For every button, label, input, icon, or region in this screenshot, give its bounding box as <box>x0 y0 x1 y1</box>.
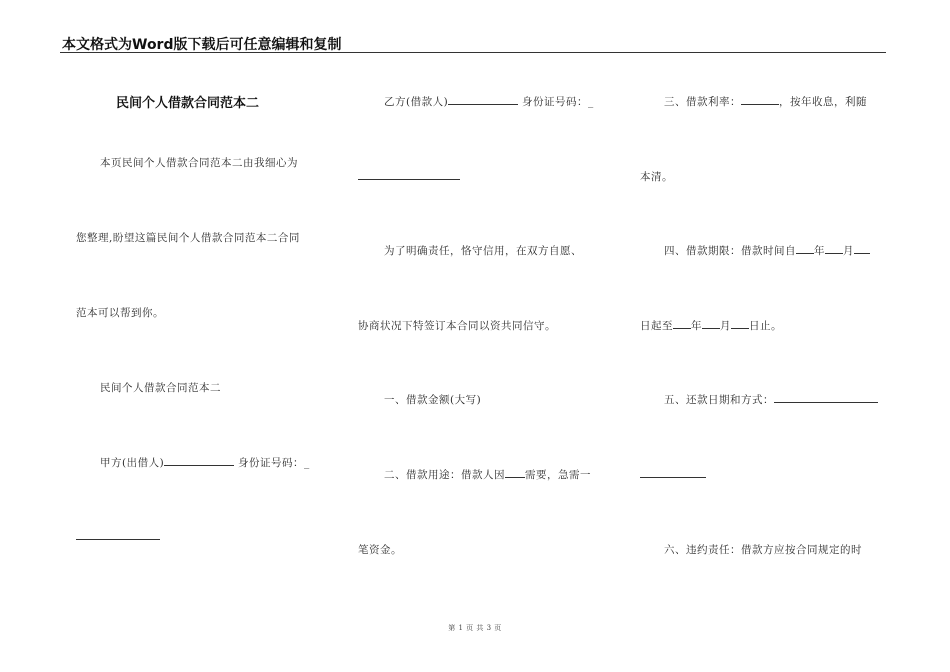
end-year-label: 年 <box>691 320 702 332</box>
party-a-id-blank <box>76 539 160 540</box>
intro-line-1: 本页民间个人借款合同范本二由我细心为 <box>100 157 298 169</box>
preamble-line-1: 为了明确责任，恪守信用，在双方自愿、 <box>384 245 582 257</box>
clause-interest-rate <box>664 94 867 109</box>
end-day-label: 日止。 <box>749 320 782 332</box>
start-month-blank <box>825 243 843 254</box>
end-year-blank <box>673 318 691 329</box>
party-b-id-label: 身份证号码：_ <box>522 96 594 108</box>
end-day-blank <box>731 318 749 329</box>
interest-rate-blank <box>741 94 779 105</box>
party-b-label: 乙方(借款人) <box>384 96 449 108</box>
clause-loan-purpose <box>384 467 591 482</box>
document-title: 民间个人借款合同范本二 <box>116 96 260 111</box>
start-year-blank <box>796 243 814 254</box>
contract-subtitle: 民间个人借款合同范本二 <box>100 382 221 394</box>
clause-breach-liability: 六、违约责任：借款方应按合同规定的时 <box>664 544 862 556</box>
party-a-id-label: 身份证号码：_ <box>238 457 310 469</box>
clause-loan-purpose-prefix: 二、借款用途：借款人因 <box>384 469 505 481</box>
party-a-line <box>100 455 310 470</box>
start-day-blank <box>854 243 870 254</box>
clause-term-prefix: 四、借款期限：借款时间自 <box>664 245 796 257</box>
year-label: 年 <box>814 245 825 257</box>
document-header-title: 本文格式为Word版下载后可任意编辑和复制 <box>62 37 342 53</box>
month-label: 月 <box>843 245 854 257</box>
party-a-label: 甲方(出借人) <box>100 457 165 469</box>
term-end-prefix: 日起至 <box>640 320 673 332</box>
clause-loan-term <box>664 243 870 258</box>
repayment-blank <box>774 392 878 403</box>
clause-loan-amount: 一、借款金额(大写) <box>384 394 482 406</box>
repayment-blank-line-2 <box>640 477 706 478</box>
intro-line-3: 范本可以帮到你。 <box>76 307 164 319</box>
party-b-line <box>384 94 594 109</box>
clause-repayment-label: 五、还款日期和方式： <box>664 394 774 406</box>
clause-interest-suffix: ，按年收息，利随 <box>779 96 867 108</box>
end-month-label: 月 <box>720 320 731 332</box>
preamble-line-2: 协商状况下特签订本合同以资共同信守。 <box>358 320 556 332</box>
clause-interest-line-2: 本清。 <box>640 171 673 183</box>
party-a-name-blank <box>164 455 234 466</box>
header-divider <box>60 52 886 53</box>
clause-loan-term-line-2 <box>640 318 782 333</box>
clause-repayment <box>664 392 878 407</box>
clause-interest-prefix: 三、借款利率： <box>664 96 741 108</box>
page-number: 第 1 页 共 3 页 <box>448 624 502 632</box>
clause-loan-purpose-suffix: 需要，急需一 <box>525 469 591 481</box>
purpose-blank <box>505 467 525 478</box>
party-b-id-blank <box>358 179 460 180</box>
party-b-name-blank <box>448 94 518 105</box>
end-month-blank <box>702 318 720 329</box>
clause-loan-purpose-line-2: 笔资金。 <box>358 544 402 556</box>
intro-line-2: 您整理,盼望这篇民间个人借款合同范本二合同 <box>76 232 300 244</box>
